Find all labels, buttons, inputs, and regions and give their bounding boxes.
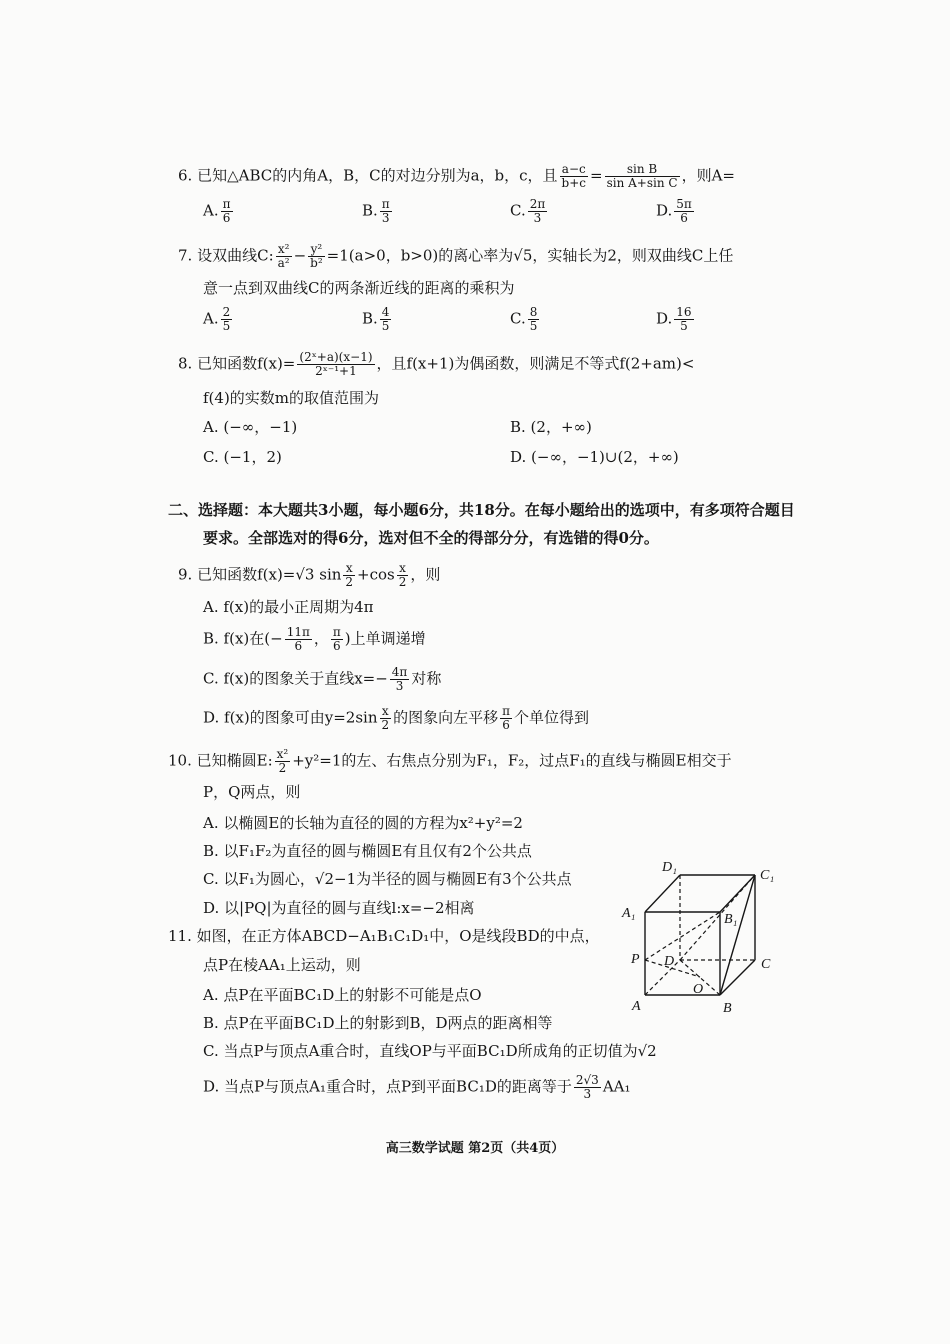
q10-number: 10. (168, 751, 192, 770)
q6-option-b: B. $\frac{\pi}{3}$ (362, 197, 390, 225)
label-d: D (664, 954, 675, 969)
q7-option-c: C. $\frac{8}{5}$ (510, 305, 538, 333)
question-8: 8. 已知函数f(x)= $\frac{\text{(2ˣ+a)(x−1)}}{\text{2ˣ⁻¹+1}}$ ，且f(x+1)为偶函数，则满足不等式f(2+am)< (178, 350, 695, 378)
question-11: 11. 如图，在正方体ABCD−A₁B₁C₁D₁中，O是线段BD的中点， (168, 927, 600, 945)
label-b: B (723, 1001, 732, 1016)
q10-option-c: C. 以F₁为圆心，√2−1为半径的圆与椭圆E有3个公共点 (203, 870, 572, 888)
label-a: A (632, 999, 641, 1014)
question-6: 6. 已知△ABC的内角A，B，C的对边分别为a，b，c，且 $\frac{a-c}{b+c}$ = $\frac{\text{sin B}}{\text{sin A+sin C}}$ ，则A= (178, 162, 735, 190)
q9-option-d: D. f(x)的图象可由y=2sin $\frac{x}{2}$ 的图象向左平移 $\frac{\pi}{6}$ 个单位得到 (203, 704, 590, 732)
edge-a1-d1 (645, 875, 680, 912)
q8-option-c: C. (−1，2) (203, 448, 282, 466)
q9-option-a: A. f(x)的最小正周期为4π (203, 598, 374, 616)
q9-number: 9. (178, 565, 193, 584)
label-p: P (631, 952, 640, 967)
q6-number: 6. (178, 166, 193, 185)
segment-p-b1-ref (645, 912, 720, 960)
label-b1: B₁ (724, 912, 738, 927)
page-footer: 高三数学试题 第2页（共4页） (385, 1141, 565, 1156)
q10-option-b: B. 以F₁F₂为直径的圆与椭圆E有且仅有2个公共点 (203, 842, 532, 860)
q10-option-a: A. 以椭圆E的长轴为直径的圆的方程为x²+y²=2 (203, 814, 523, 832)
q6-fraction-2: $\frac{\text{sin B}}{\text{sin A+sin C}}$ (606, 162, 678, 190)
q8-option-b: B. (2，+∞) (510, 418, 592, 436)
label-a1: A₁ (622, 906, 636, 921)
q8-option-a: A. (−∞，−1) (203, 418, 298, 436)
q7-option-b: B. $\frac{4}{5}$ (362, 305, 390, 333)
question-9: 9. 已知函数f(x)=√3 sin $\frac{x}{2}$ +cos $\frac{x}{2}$ ，则 (178, 561, 441, 589)
q8-number: 8. (178, 354, 193, 373)
q8-option-d: D. (−∞，−1)∪(2，+∞) (510, 448, 679, 466)
label-d1: D₁ (662, 860, 677, 875)
q11-number: 11. (168, 927, 192, 945)
cube-figure (620, 855, 790, 1020)
label-c: C (761, 957, 771, 972)
label-c1: C₁ (760, 868, 775, 883)
q7-option-d: D. $\frac{16}{5}$ (656, 305, 692, 333)
q11-option-c: C. 当点P与顶点A重合时，直线OP与平面BC₁D所成角的正切值为√2 (203, 1042, 657, 1060)
q6-option-a: A. $\frac{\pi}{6}$ (203, 197, 231, 225)
label-o: O (693, 982, 704, 997)
q10-option-d: D. 以|PQ|为直径的圆与直线l:x=−2相离 (203, 899, 475, 917)
section-2-heading-line-2: 要求。全部选对的得6分，选对但不全的得部分分，有选错的得0分。 (203, 529, 659, 547)
q6-option-d: D. $\frac{5\pi}{6}$ (656, 197, 692, 225)
q11-option-d: D. 当点P与顶点A₁重合时，点P到平面BC₁D的距离等于 $\frac{2√3}{3}$ AA₁ (203, 1073, 631, 1101)
q7-line-2: 意一点到双曲线C的两条渐近线的距离的乘积为 (203, 279, 515, 297)
q10-line-2: P，Q两点，则 (203, 783, 301, 801)
q9-option-c: C. f(x)的图象关于直线x=− $\frac{4\pi}{3}$ 对称 (203, 665, 442, 693)
section-2-heading-line-1: 二、选择题：本大题共3小题，每小题6分，共18分。在每小题给出的选项中，有多项符合题目 (168, 501, 795, 519)
q6-option-c: C. $\frac{2\pi}{3}$ (510, 197, 546, 225)
q7-number: 7. (178, 246, 193, 265)
q7-option-a: A. $\frac{2}{5}$ (203, 305, 231, 333)
question-7: 7. 设双曲线C: $\frac{\text{x²}}{\text{a²}}$ − $\frac{\text{y²}}{\text{b²}}$ =1(a>0，b>0)的离心率为√5，实轴长为2，则双曲线C上任 (178, 242, 734, 270)
q6-fraction-1: $\frac{a-c}{b+c}$ (561, 162, 586, 190)
q6-stem: 已知△ABC的内角A，B，C的对边分别为a，b，c，且 (197, 166, 558, 185)
q9-option-b: B. f(x)在(− $\frac{11\pi}{6}$ ， $\frac{\pi}{6}$ )上单调递增 (203, 625, 426, 653)
q11-line-2: 点P在棱AA₁上运动，则 (203, 956, 361, 974)
q11-option-b: B. 点P在平面BC₁D上的射影到B，D两点的距离相等 (203, 1014, 553, 1032)
edge-a-d (645, 960, 680, 995)
q11-option-a: A. 点P在平面BC₁D上的射影不可能是点O (203, 986, 482, 1004)
question-10: 10. 已知椭圆E: $\frac{\text{x²}}{2}$ +y²=1的左、右焦点分别为F₁，F₂，过点F₁的直线与椭圆E相交于 (168, 747, 732, 775)
q8-line-2: f(4)的实数m的取值范围为 (203, 389, 380, 407)
